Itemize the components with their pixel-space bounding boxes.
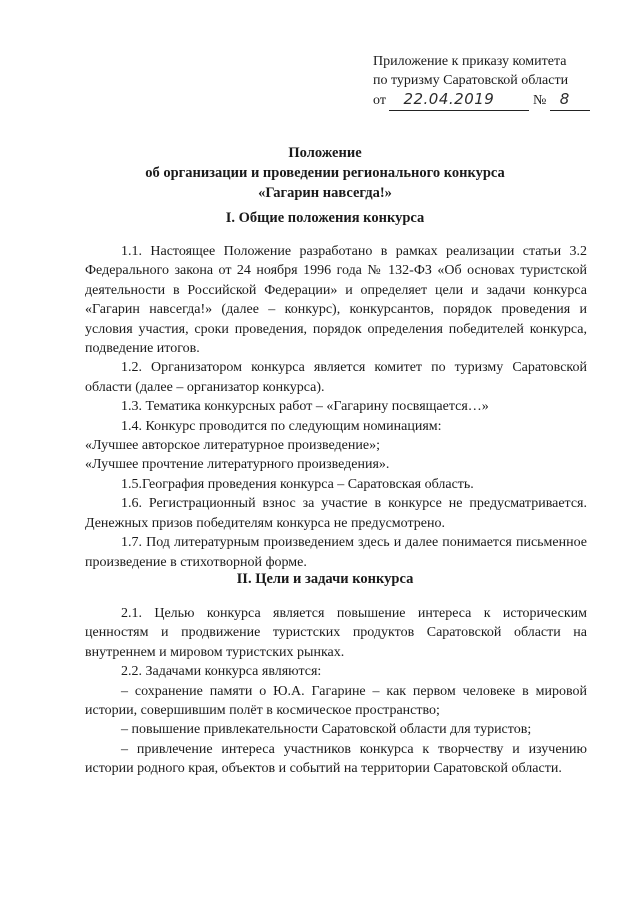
paragraph-1-5: 1.5.География проведения конкурса – Саратовская область. [121,476,474,492]
paragraph-2-1: 2.1. Целью конкурса является повышение интереса к историческим ценностям и продвижение туристских продуктов Саратовской области на внутреннем и мировом туристских рынках. [85,606,587,660]
handwritten-number: 8 [559,90,570,108]
title-line-3: «Гагарин навсегда!» [258,185,392,201]
paragraph-1-6: 1.6. Регистрационный взнос за участие в конкурсе не предусматривается. Денежных призов победителям конкурса не предусмотрено. [85,496,587,531]
task-item-1: – сохранение памяти о Ю.А. Гагарине – как первом человеке в мировой истории, совершившим полёт в космическое пространство; [85,683,587,719]
title-line-1: Положение [288,145,362,161]
from-label: от [373,93,386,108]
paragraph-2-2: 2.2. Задачами конкурса являются: [121,664,322,680]
number-label: № [532,93,547,108]
paragraph-1-7: 1.7. Под литературным произведением здесь и далее понимается письменное произведение в стихотворной форме. [85,535,587,570]
paragraph-1-1: 1.1. Настоящее Положение разработано в рамках реализации статьи 3.2 Федерального закона от 24 ноября 1996 года № 132-ФЗ «Об основах туристской деятельности в Российской Федерации» и определяет цели и задачи конкурса «Гагарин навсегда!» (далее – конкурс), конкурсантов, порядок проведения и условия участия, сроки проведения, порядок определения победителей конкурса, подведение итогов. [85,244,587,357]
appendix-header [373,52,613,111]
appendix-date-line [373,90,613,111]
number-field [550,90,590,111]
task-item-2: – повышение привлекательности Саратовской области для туристов; [121,722,532,738]
section-1-body [85,242,587,572]
paragraph-1-2: 1.2. Организатором конкурса является комитет по туризму Саратовской области (далее – организатор конкурса). [85,360,587,395]
appendix-line-1: Приложение к приказу комитета [373,54,567,69]
paragraph-1-4: 1.4. Конкурс проводится по следующим номинациям: [121,418,442,434]
section-2-body [85,604,587,779]
paragraph-1-3: 1.3. Тематика конкурсных работ – «Гагарину посвящается…» [121,399,489,415]
section-2-heading: II. Цели и задачи конкурса [236,571,414,587]
task-item-3: – привлечение интереса участников конкурса к творчеству и изучению истории родного края, объектов и событий на территории Саратовской области. [85,741,587,777]
handwritten-date: 22.04.2019 [403,90,495,108]
nomination-1: «Лучшее авторское литературное произведение»; [85,438,380,454]
section-1-heading: I. Общие положения конкурса [225,210,425,226]
document-title [60,143,590,203]
appendix-line-2: по туризму Саратовской области [373,73,569,88]
title-line-2: об организации и проведении регионального конкурса [145,165,505,181]
date-field [389,90,529,111]
nomination-2: «Лучшее прочтение литературного произведения». [85,457,390,473]
